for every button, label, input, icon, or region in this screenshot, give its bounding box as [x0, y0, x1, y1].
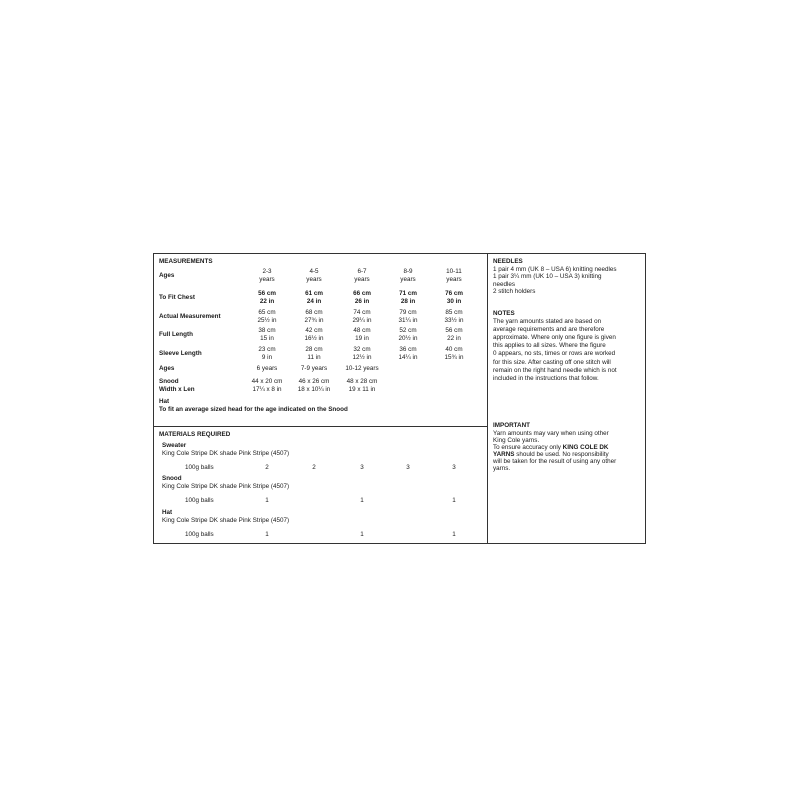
material-title: Snood	[162, 475, 182, 482]
cell-value: years	[400, 276, 416, 283]
cell-value: 56 cm	[258, 290, 276, 297]
needle-line: 1 pair 3¼ mm (UK 10 – USA 3) knitting	[493, 273, 602, 281]
cell-value: 44 x 20 cm	[251, 378, 283, 385]
important-line: will be taken for the result of using any other	[493, 458, 617, 465]
cell-value: 10-12 years	[345, 365, 379, 372]
cell-value: 26 in	[354, 298, 370, 305]
cell-value: 4-5	[309, 268, 319, 275]
cell-value: 38 cm	[258, 327, 276, 334]
cell-value: 9 in	[261, 354, 273, 361]
row-label: Actual Measurement	[159, 313, 221, 320]
cell-value: 2-3	[262, 268, 272, 275]
cell-value: 71 cm	[399, 290, 417, 297]
cell-value: 85 cm	[445, 309, 463, 316]
cell-value: years	[354, 276, 370, 283]
cell-value: 74 cm	[353, 309, 371, 316]
needle-line: 2 stitch holders	[493, 288, 536, 296]
cell-value: 61 cm	[305, 290, 323, 297]
quantity-cell: 1	[452, 497, 456, 504]
column-divider	[487, 254, 488, 543]
cell-value: 6 years	[256, 365, 278, 372]
cell-value: 28 in	[400, 298, 416, 305]
quantity-cell: 3	[406, 464, 410, 471]
cell-value: 46 x 26 cm	[298, 378, 330, 385]
cell-value: 24 in	[306, 298, 322, 305]
row-label: Ages	[159, 365, 175, 372]
cell-value: 17¼ x 8 in	[252, 386, 282, 393]
cell-value: 65 cm	[258, 309, 276, 316]
notes-line: for this size. After casting off one stitch will	[493, 358, 611, 366]
material-title: Sweater	[162, 442, 187, 449]
notes-line: The yarn amounts stated are based on	[493, 318, 602, 325]
quantity-cell: 2	[265, 464, 269, 471]
cell-value: 42 cm	[305, 327, 323, 334]
important-line: To ensure accuracy only KING COLE DK	[493, 444, 609, 451]
cell-value: 6-7	[357, 268, 367, 275]
row-label: Snood	[159, 378, 179, 385]
measurements-heading: MEASUREMENTS	[159, 258, 213, 265]
cell-value: 56 cm	[445, 327, 463, 334]
cell-value: 31¼ in	[398, 317, 418, 324]
quantity-cell: 1	[360, 497, 364, 504]
cell-value: years	[446, 276, 462, 283]
cell-value: 30 in	[446, 298, 462, 305]
material-yarn: King Cole Stripe DK shade Pink Stripe (4507)	[162, 483, 290, 490]
row-label: Hat	[159, 398, 170, 405]
cell-value: 18 x 10¼ in	[297, 386, 331, 393]
row-label: Full Length	[159, 331, 193, 338]
cell-value: 15¾ in	[444, 354, 464, 361]
material-title: Hat	[162, 509, 173, 516]
quantity-cell: 1	[360, 531, 364, 538]
quantity-cell: 1	[265, 497, 269, 504]
notes-line: remain on the right hand needle which is not	[493, 366, 617, 374]
cell-value: 20½ in	[398, 335, 418, 342]
important-line: yarns.	[493, 465, 511, 472]
important-line: YARNS should be used. No responsibility	[493, 451, 609, 458]
needle-line: needles	[493, 280, 516, 288]
notes-line: approximate. Where only one figure is given	[493, 334, 616, 342]
material-yarn: King Cole Stripe DK shade Pink Stripe (4507)	[162, 517, 290, 524]
material-unit: 100g balls	[185, 531, 214, 538]
cell-value: 79 cm	[399, 309, 417, 316]
cell-value: 25½ in	[257, 317, 277, 324]
cell-value: 27¾ in	[304, 317, 324, 324]
cell-value: 7-9 years	[300, 365, 328, 372]
quantity-cell: 1	[265, 531, 269, 538]
cell-value: 22 in	[259, 298, 275, 305]
cell-value: 11 in	[307, 354, 321, 361]
cell-value: 22 in	[447, 335, 461, 342]
cell-value: 33½ in	[444, 317, 464, 324]
row-label: Ages	[159, 272, 175, 279]
cell-value: years	[259, 276, 275, 283]
cell-value: 29¼ in	[352, 317, 372, 324]
cell-value: 16½ in	[304, 335, 324, 342]
section-divider	[154, 426, 487, 427]
cell-value: 66 cm	[353, 290, 371, 297]
hat-note: To fit an average sized head for the age indicated on the Snood	[159, 406, 348, 413]
cell-value: 52 cm	[399, 327, 417, 334]
cell-value: 15 in	[260, 335, 274, 342]
cell-value: 48 cm	[353, 327, 371, 334]
cell-value: 12½ in	[352, 354, 372, 361]
cell-value: 76 cm	[445, 290, 463, 297]
quantity-cell: 2	[312, 464, 316, 471]
pattern-info-sheet	[153, 253, 646, 544]
cell-value: 36 cm	[399, 346, 417, 353]
cell-value: 19 x 11 in	[348, 386, 376, 393]
quantity-cell: 1	[452, 531, 456, 538]
cell-value: 40 cm	[445, 346, 463, 353]
cell-value: 14¼ in	[398, 354, 418, 361]
notes-heading: NOTES	[493, 310, 515, 317]
material-unit: 100g balls	[185, 497, 214, 504]
important-heading: IMPORTANT	[493, 422, 530, 429]
cell-value: 10-11	[446, 268, 462, 275]
row-label: Width x Len	[159, 386, 195, 393]
notes-line: this applies to all sizes. Where the figure	[493, 342, 606, 350]
quantity-cell: 3	[360, 464, 364, 471]
notes-line: average requirements and are therefore	[493, 326, 605, 334]
cell-value: 8-9	[403, 268, 413, 275]
cell-value: 19 in	[355, 335, 369, 342]
row-label: To Fit Chest	[159, 294, 195, 301]
important-line: King Cole yarns.	[493, 437, 540, 444]
important-line: Yarn amounts may vary when using other	[493, 430, 609, 437]
cell-value: 32 cm	[353, 346, 371, 353]
material-unit: 100g balls	[185, 464, 214, 471]
cell-value: 48 x 28 cm	[346, 378, 378, 385]
row-label: Sleeve Length	[159, 350, 202, 357]
quantity-cell: 3	[452, 464, 456, 471]
notes-line: 0 appears, no sts, times or rows are worked	[493, 350, 616, 358]
cell-value: years	[306, 276, 322, 283]
needle-line: 1 pair 4 mm (UK 8 – USA 6) knitting needles	[493, 266, 617, 273]
notes-line: included in the instructions that follow.	[493, 374, 599, 382]
cell-value: 23 cm	[258, 346, 276, 353]
cell-value: 68 cm	[305, 309, 323, 316]
needles-heading: NEEDLES	[493, 258, 523, 265]
cell-value: 28 cm	[305, 346, 323, 353]
materials-heading: MATERIALS REQUIRED	[159, 431, 231, 438]
material-yarn: King Cole Stripe DK shade Pink Stripe (4507)	[162, 450, 290, 457]
